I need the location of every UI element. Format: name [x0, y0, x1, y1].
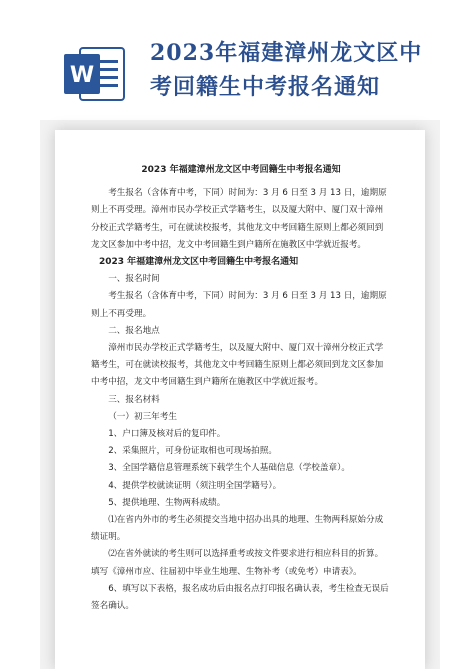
list-item: ⑵在省外就读的考生则可以选择重考或按文件要求进行相应科目的折算。填写《漳州市应、往届初中毕业生地理、生物补考（或免考）申请表》。	[91, 549, 384, 577]
word-icon-letter: W	[69, 63, 95, 88]
list-item: 3、全国学籍信息管理系统下载学生个人基础信息（学校盖章）。	[108, 463, 350, 474]
subsection-heading-grade9: （一）初三年考生	[108, 411, 177, 422]
document-title: 2023 年福建漳州龙文区中考回籍生中考报名通知	[141, 165, 341, 175]
section-text-place: 漳州市民办学校正式学籍考生，以及厦大附中、厦门双十漳州分校正式学籍考生，可在就读校报考，其他龙文中考回籍生原则上都必须回到龙文区参加中考中招，龙文中考回籍生到户籍所在施教区中学就近报考。	[91, 343, 384, 388]
document-content	[91, 162, 391, 615]
document-title-repeat: 2023 年福建漳州龙文区中考回籍生中考报名通知	[99, 257, 299, 268]
page-title-line-1: 2023年福建漳州龙文区中	[150, 40, 423, 66]
list-item: 5、提供地理、生物两科成绩。	[108, 497, 226, 508]
header	[0, 0, 474, 130]
page-title-line-2: 考回籍生中考报名通知	[150, 74, 381, 100]
section-heading-place: 二、报名地点	[108, 325, 160, 336]
section-text-time: 考生报名（含体育中考，下同）时间为：3 月 6 日至 3 月 13 日，逾期原则上不再受理。	[91, 291, 387, 319]
section-heading-time: 一、报名时间	[108, 274, 160, 285]
paragraph-intro: 考生报名（含体育中考，下同）时间为：3 月 6 日至 3 月 13 日，逾期原则上不再受理。漳州市民办学校正式学籍考生，以及厦大附中、厦门双十漳州分校正式学籍考生，可在就读校报考，其他龙文中考回籍生原则上都必须回到龙文区参加中考中招，龙文中考回籍生到户籍所在施教区中学就近报考。	[91, 188, 387, 250]
page-title	[150, 36, 460, 104]
document-page	[55, 130, 425, 669]
section-heading-materials: 三、报名材料	[108, 394, 160, 405]
list-item: 1、户口簿及核对后的复印件。	[108, 429, 226, 440]
list-item: ⑴在省内外市的考生必须提交当地中招办出具的地理、生物两科原始分成绩证明。	[91, 515, 384, 543]
list-item: 4、提供学校就读证明（须注明全国学籍号）。	[108, 480, 282, 491]
word-icon	[62, 44, 128, 104]
list-item: 6、填写以下表格，报名成功后由报名点打印报名确认表，考生检查无误后签名确认。	[91, 583, 389, 612]
list-item: 2、采集照片，可身份证取相也可现场拍照。	[108, 446, 277, 457]
